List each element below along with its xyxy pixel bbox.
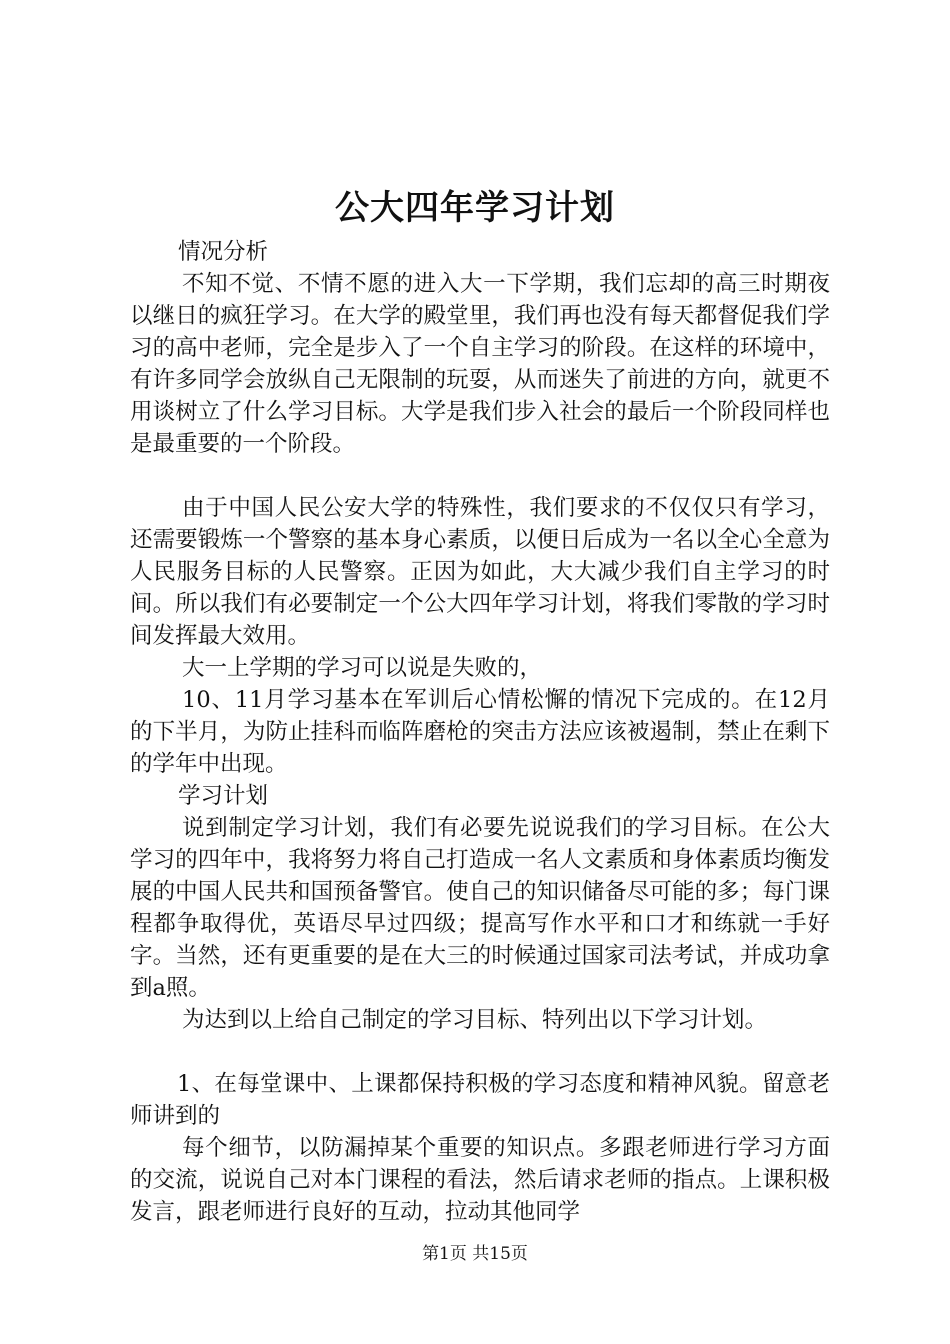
paragraph: 10、11月学习基本在军训后心情松懈的情况下完成的。在12月的下半月，为防止挂科而临阵磨枪的突击方法应该被遏制，禁止在剩下的学年中出现。: [130, 687, 830, 777]
paragraph: 由于中国人民公安大学的特殊性，我们要求的不仅仅只有学习，还需要锻炼一个警察的基本身心素质，以便日后成为一名以全心全意为人民服务目标的人民警察。正因为如此，大大减少我们自主学习的时间。所以我们有必要制定一个公大四年学习计划，将我们零散的学习时间发挥最大效用。: [130, 495, 830, 649]
paragraph: 每个细节，以防漏掉某个重要的知识点。多跟老师进行学习方面的交流，说说自己对本门课程的看法，然后请求老师的指点。上课积极发言，跟老师进行良好的互动，拉动其他同学: [130, 1135, 830, 1225]
paragraph-spacer: [130, 1036, 830, 1068]
section-heading-analysis: 情况分析: [178, 239, 269, 265]
document-body: [130, 236, 830, 1228]
paragraph: 不知不觉、不情不愿的进入大一下学期，我们忘却的高三时期夜以继日的疯狂学习。在大学的殿堂里，我们再也没有每天都督促我们学习的高中老师，完全是步入了一个自主学习的阶段。在这样的环境中，有许多同学会放纵自己无限制的玩耍，从而迷失了前进的方向，就更不用谈树立了什么学习目标。大学是我们步入社会的最后一个阶段同样也是最重要的一个阶段。: [130, 271, 830, 457]
paragraph: 说到制定学习计划，我们有必要先说说我们的学习目标。在公大学习的四年中，我将努力将自己打造成一名人文素质和身体素质均衡发展的中国人民共和国预备警官。使自己的知识储备尽可能的多；每门课程都争取得优，英语尽早过四级；提高写作水平和口才和练就一手好字。当然，还有更重要的是在大三的时候通过国家司法考试，并成功拿到a照。: [130, 815, 830, 1001]
paragraph-spacer: [130, 460, 830, 492]
section-heading-plan: 学习计划: [178, 783, 269, 809]
paragraph: 为达到以上给自己制定的学习目标、特列出以下学习计划。: [182, 1007, 768, 1033]
paragraph: 大一上学期的学习可以说是失败的，: [182, 655, 543, 681]
page-footer: 第1页 共15页: [422, 1244, 528, 1264]
list-item: 1、在每堂课中、上课都保持积极的学习态度和精神风貌。留意老师讲到的: [130, 1071, 830, 1129]
document-title: 公大四年学习计划: [335, 188, 615, 228]
